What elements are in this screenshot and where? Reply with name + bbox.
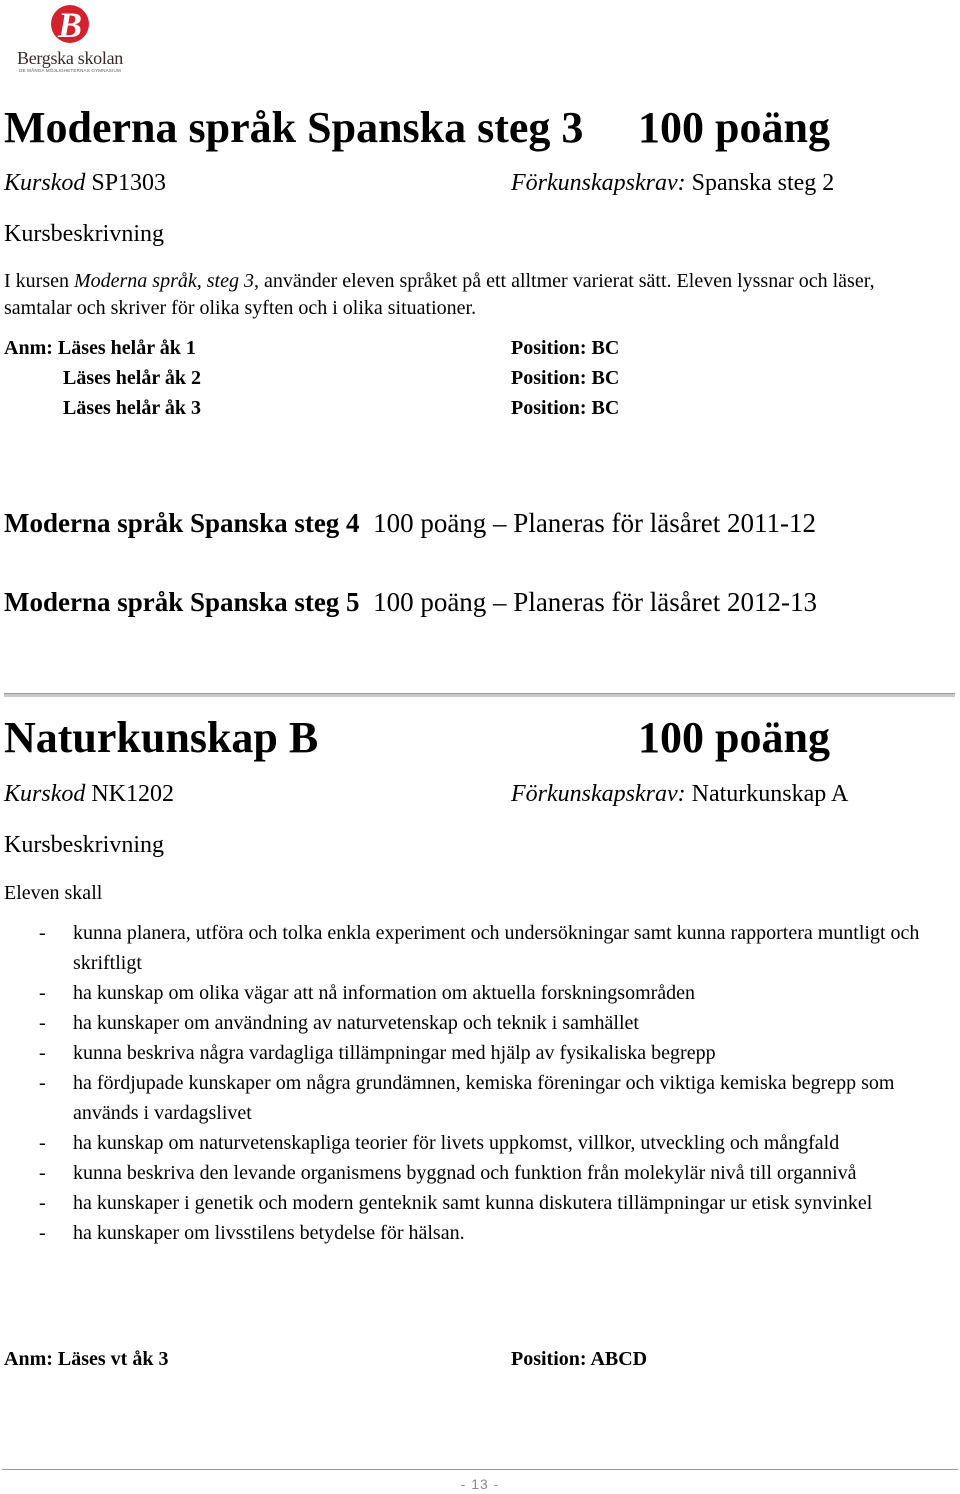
list-item: - ha kunskaper om livsstilens betydelse för hälsan.: [39, 1222, 465, 1244]
list-item: - ha fördjupade kunskaper om några grundämnen, kemiska föreningar och viktiga kemiska begrepp som används i vardagslivet: [39, 1072, 895, 1124]
list-item: - ha kunskaper om användning av naturvetenskap och teknik i samhället: [39, 1012, 639, 1034]
schedule-position-1: Position: BC: [511, 337, 620, 359]
section-divider: [4, 693, 955, 697]
logo-name: Bergska skolan: [17, 48, 123, 68]
nature-course-title: Naturkunskap B: [4, 713, 319, 762]
list-item: - ha kunskap om olika vägar att nå information om aktuella forskningsområden: [39, 982, 696, 1004]
course-prereq-value: Spanska steg 2: [691, 170, 835, 196]
schedule-position-2: Position: BC: [511, 367, 620, 389]
svg-text:B: B: [57, 5, 83, 45]
nature-course-code: Kurskod NK1202: [4, 781, 175, 807]
list-item: - kunna planera, utföra och tolka enkla experiment och undersökningar samt kunna rapportera muntligt och skriftligt: [39, 922, 920, 974]
course-code: [4, 169, 166, 197]
course-prereq: [511, 169, 834, 197]
school-logo: [8, 4, 132, 76]
schedule-row-2: Läses helår åk 2: [63, 367, 201, 389]
schedule-position-3: Position: BC: [511, 397, 620, 419]
list-item: - ha kunskaper i genetik och modern genteknik samt kunna diskutera tillämpningar ur etisk synvinkel: [39, 1192, 873, 1214]
course-title: Moderna språk Spanska steg 3: [4, 103, 584, 152]
schedule-row-3: Läses helår åk 3: [63, 397, 201, 419]
list-item: - kunna beskriva den levande organismens byggnad och funktion från molekylär nivå till organnivå: [39, 1162, 857, 1184]
schedule-row-1: Anm: Läses helår åk 1: [4, 337, 196, 359]
page-number: - 13 -: [460, 1476, 500, 1492]
course-code-value: SP1303: [91, 170, 167, 196]
course-desc-heading: Kursbeskrivning: [4, 221, 164, 247]
nature-position: Position: ABCD: [511, 1348, 648, 1370]
list-item: - kunna beskriva några vardagliga tillämpningar med hjälp av fysikaliska begrepp: [39, 1042, 716, 1064]
goal-list: [4, 918, 944, 1248]
course-code-label: Kurskod: [4, 170, 86, 196]
logo-mark-icon: [48, 4, 92, 46]
course-description: I kursen Moderna språk, steg 3, använder eleven språket på ett alltmer varierat sätt. Eleven lyssnar och läser, samtalar och skriver för olika syften och i olika situationer.: [4, 270, 875, 319]
nature-intro: Eleven skall: [4, 882, 103, 904]
course-points: 100 poäng: [638, 103, 830, 152]
planned-course-step5: Moderna språk Spanska steg 5 100 poäng – Planeras för läsåret 2012-13: [4, 587, 817, 617]
nature-course-prereq: Förkunskapskrav: Naturkunskap A: [511, 781, 849, 807]
course-prereq-label: Förkunskapskrav:: [511, 170, 686, 196]
nature-desc-heading: Kursbeskrivning: [4, 832, 164, 858]
planned-course-step4: Moderna språk Spanska steg 4 100 poäng – Planeras för läsåret 2011-12: [4, 508, 816, 538]
list-item: - ha kunskap om naturvetenskapliga teorier för livets uppkomst, villkor, utveckling och mångfald: [39, 1132, 840, 1154]
logo-tagline: DE MÅNGA MÖJLIGHETERNAS GYMNASIUM: [19, 68, 121, 73]
nature-course-points: 100 poäng: [638, 713, 830, 762]
nature-anm: Anm: Läses vt åk 3: [4, 1348, 169, 1370]
footer-divider: [2, 1469, 958, 1470]
